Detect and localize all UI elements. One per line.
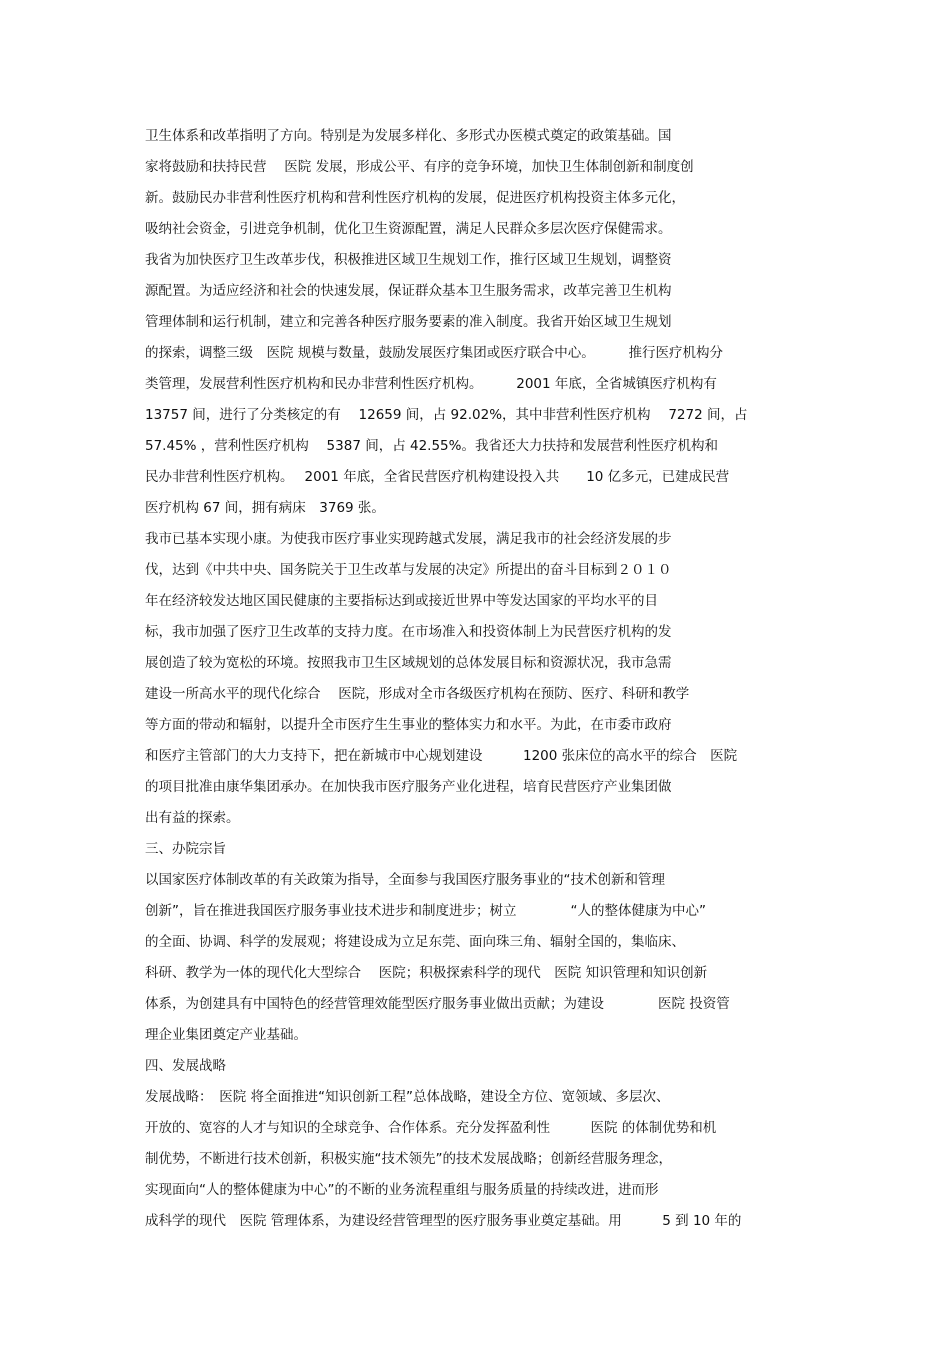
text-line: 管理体制和运行机制，建立和完善各种医疗服务要素的准入制度。我省开始区域卫生规划	[145, 314, 672, 330]
text-line: 家将鼓励和扶持民营 医院 发展，形成公平、有序的竞争环境，加快卫生体制创新和制度创	[145, 159, 694, 175]
text-line: 医疗机构 67 间，拥有病床 3769 张。	[145, 500, 385, 516]
text-line: 类管理，发展营利性医疗机构和民办非营利性医疗机构。 2001 年底，全省城镇医疗机构有	[145, 376, 717, 392]
text-line: 的项目批准由康华集团承办。在加快我市医疗服务产业化进程，培育民营医疗产业集团做	[145, 779, 672, 795]
text-line: 体系，为创建具有中国特色的经营管理效能型医疗服务事业做出贡献；为建设 医院 投资管	[145, 996, 730, 1012]
text-line: 年在经济较发达地区国民健康的主要指标达到或接近世界中等发达国家的平均水平的目	[145, 593, 658, 609]
text-line: 发展战略： 医院 将全面推进“知识创新工程”总体战略，建设全方位、宽领域、多层次、	[145, 1089, 670, 1105]
text-line: 13757 间，进行了分类核定的有 12659 间，占 92.02%，其中非营利性医疗机构 7272 间，占	[145, 407, 748, 423]
text-line: 标，我市加强了医疗卫生改革的支持力度。在市场准入和投资体制上为民营医疗机构的发	[145, 624, 672, 640]
text-line: 卫生体系和改革指明了方向。特别是为发展多样化、多形式办医模式奠定的政策基础。国	[145, 128, 672, 144]
text-line: 吸纳社会资金，引进竞争机制，优化卫生资源配置，满足人民群众多层次医疗保健需求。	[145, 221, 672, 237]
text-line: 我市已基本实现小康。为使我市医疗事业实现跨越式发展，满足我市的社会经济发展的步	[145, 531, 672, 547]
text-line: 57.45% ，营利性医疗机构 5387 间，占 42.55%。我省还大力扶持和发展营利性医疗机构和	[145, 438, 718, 454]
text-line: 制优势，不断进行技术创新，积极实施“技术领先”的技术发展战略；创新经营服务理念，	[145, 1151, 672, 1167]
text-line: 成科学的现代 医院 管理体系，为建设经营管理型的医疗服务事业奠定基础。用 5 到 10 年的	[145, 1213, 742, 1229]
text-line: 以国家医疗体制改革的有关政策为指导，全面参与我国医疗服务事业的“技术创新和管理	[145, 872, 665, 888]
text-line: 民办非营利性医疗机构。 2001 年底，全省民营医疗机构建设投入共 10 亿多元，已建成民营	[145, 469, 730, 485]
text-line: 伐，达到《中共中央、国务院关于卫生改革与发展的决定》所提出的奋斗目标到２０１０	[145, 562, 672, 578]
text-line: 开放的、宽容的人才与知识的全球竞争、合作体系。充分发挥盈利性 医院 的体制优势和机	[145, 1120, 717, 1136]
section-heading: 四、发展战略	[145, 1058, 226, 1074]
text-line: 理企业集团奠定产业基础。	[145, 1027, 307, 1043]
text-line: 科研、教学为一体的现代化大型综合 医院；积极探索科学的现代 医院 知识管理和知识创新	[145, 965, 708, 981]
text-line: 的探索，调整三级 医院 规模与数量，鼓励发展医疗集团或医疗联合中心。 推行医疗机构分	[145, 345, 724, 361]
text-line: 实现面向“人的整体健康为中心”的不断的业务流程重组与服务质量的持续改进，进而形	[145, 1182, 659, 1198]
text-line: 建设一所高水平的现代化综合 医院，形成对全市各级医疗机构在预防、医疗、科研和教学	[145, 686, 690, 702]
section-heading: 三、办院宗旨	[145, 841, 226, 857]
text-line: 创新”，旨在推进我国医疗服务事业技术进步和制度进步；树立 “人的整体健康为中心”	[145, 903, 706, 919]
text-line: 新。鼓励民办非营利性医疗机构和营利性医疗机构的发展，促进医疗机构投资主体多元化，	[145, 190, 685, 206]
text-line: 等方面的带动和辐射，以提升全市医疗生生事业的整体实力和水平。为此，在市委市政府	[145, 717, 672, 733]
text-line: 的全面、协调、科学的发展观；将建设成为立足东莞、面向珠三角、辐射全国的，集临床、	[145, 934, 685, 950]
text-line: 出有益的探索。	[145, 810, 240, 826]
text-line: 源配置。为适应经济和社会的快速发展，保证群众基本卫生服务需求，改革完善卫生机构	[145, 283, 672, 299]
text-line: 展创造了较为宽松的环境。按照我市卫生区域规划的总体发展目标和资源状况，我市急需	[145, 655, 672, 671]
text-line: 我省为加快医疗卫生改革步伐，积极推进区域卫生规划工作，推行区域卫生规划，调整资	[145, 252, 672, 268]
text-line: 和医疗主管部门的大力支持下，把在新城市中心规划建设 1200 张床位的高水平的综合 医院	[145, 748, 738, 764]
